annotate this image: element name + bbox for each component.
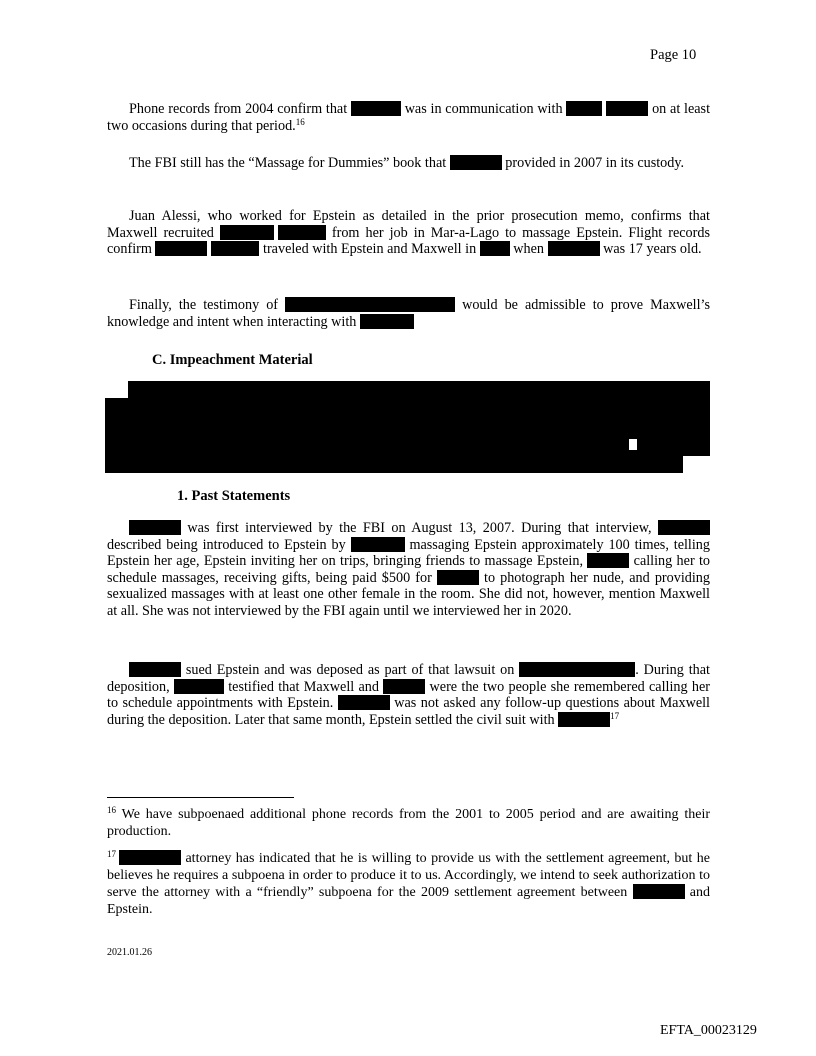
footnote-number: 17 <box>107 849 116 859</box>
redaction-box <box>351 537 405 552</box>
footnote-number: 16 <box>107 805 116 815</box>
footnote-separator <box>107 797 294 798</box>
redaction-box <box>566 101 602 116</box>
redaction-gap <box>629 439 637 450</box>
document-date: 2021.01.26 <box>107 947 152 958</box>
redaction-box <box>658 520 710 535</box>
paragraph-testimony: Finally, the testimony of would be admissible to prove Maxwell’s knowledge and intent when interacting with <box>107 297 711 330</box>
redaction-box <box>285 297 455 312</box>
footnote-ref-17: 17 <box>610 710 620 721</box>
redaction-box <box>174 679 224 694</box>
redaction-box <box>129 520 181 535</box>
redaction-box <box>437 570 479 585</box>
redaction-box <box>587 553 629 568</box>
redaction-box <box>105 398 710 456</box>
redaction-box <box>383 679 425 694</box>
redaction-box <box>278 225 326 240</box>
paragraph-deposition: sued Epstein and was deposed as part of that lawsuit on . During that deposition, testified that Maxwell and were the two people she remembered calling her to schedule appointments with Epstein. was not asked any follow-up questions about Maxwell during the deposition. Later that same month, Epstein settled the civil suit with $^{17}$ <box>107 662 711 728</box>
section-heading-c: C. Impeachment Material <box>152 352 313 368</box>
redaction-box <box>155 241 207 256</box>
redaction-box <box>338 695 390 710</box>
redaction-box <box>548 241 600 256</box>
footnote-17: $^{17}$ attorney has indicated that he is willing to provide us with the settlement agreement, but he believes he requires a subpoena in order to produce it to us. Accordingly, we intend to seek authorization to serve the attorney with a “friendly” subpoena for the 2009 settlement agreement between and Epstein. <box>107 849 711 917</box>
bates-number: EFTA_00023129 <box>660 1023 757 1038</box>
paragraph-phone-records: Phone records from 2004 confirm that was in communication with on at least two occasions during that period.$^{16}$ <box>107 101 711 134</box>
redaction-box <box>220 225 274 240</box>
redaction-box <box>360 314 414 329</box>
redaction-box <box>633 884 685 899</box>
redaction-box <box>128 381 710 399</box>
redaction-box <box>606 101 648 116</box>
footnote-16: $^{16}$ We have subpoenaed additional phone records from the 2001 to 2005 period and are awaiting their production. <box>107 805 710 839</box>
redaction-box <box>558 712 610 727</box>
redaction-box <box>119 850 181 865</box>
redaction-box <box>480 241 510 256</box>
redaction-box <box>129 662 181 677</box>
page-number: Page 10 <box>650 47 697 63</box>
redaction-box <box>105 455 683 473</box>
paragraph-alessi: Juan Alessi, who worked for Epstein as detailed in the prior prosecution memo, confirms that Maxwell recruited from her job in Mar-a-Lago to massage Epstein. Flight records confirm traveled with Epstein and Maxwell in when was 17 years old. <box>107 208 710 257</box>
redaction-box <box>211 241 259 256</box>
redaction-box <box>519 662 635 677</box>
subsection-heading-past-statements: 1. Past Statements <box>177 488 291 504</box>
footnote-ref-16: 16 <box>295 116 305 127</box>
redaction-box <box>351 101 401 116</box>
paragraph-fbi-interview: was first interviewed by the FBI on August 13, 2007. During that interview, described being introduced to Epstein by massaging Epstein approximately 100 times, telling Epstein her age, Epstein inviting her on trips, bringing friends to massage Epstein, calling her to schedule massages, receiving gifts, being paid $500 for to photograph her nude, and providing sexualized massages with at least one other female in the room. She did not, however, mention Maxwell at all. She was not interviewed by the FBI again until we interviewed her in 2020. <box>107 520 711 619</box>
paragraph-massage-book: The FBI still has the “Massage for Dummies” book that provided in 2007 in its custody. <box>129 155 685 171</box>
redaction-box <box>450 155 502 170</box>
